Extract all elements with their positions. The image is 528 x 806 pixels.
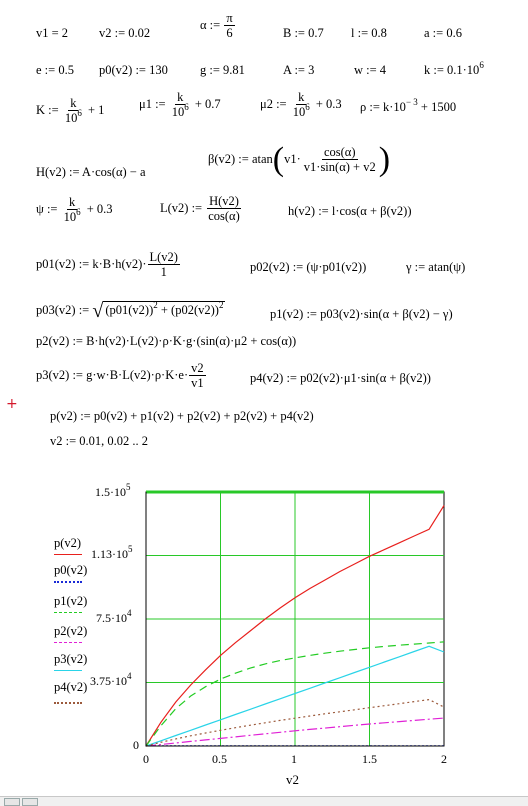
- def-p1[interactable]: p1(v2) := p03(v2)·sin(α + β(v2) − γ): [270, 307, 453, 321]
- def-range[interactable]: v2 := 0.01, 0.02 .. 2: [50, 434, 149, 448]
- p01-lhs: p01(v2) := k·B·h(v2)·: [36, 256, 147, 271]
- def-alpha[interactable]: [200, 12, 236, 40]
- psi-lhs: ψ :=: [36, 201, 58, 216]
- K-num: k: [70, 96, 77, 110]
- mu1-num: k: [177, 90, 184, 104]
- k-exp: 6: [479, 60, 484, 70]
- L-fraction: [206, 195, 242, 223]
- mu2-den: $10^6$: [292, 102, 310, 119]
- def-g[interactable]: g := 9.81: [200, 63, 245, 77]
- def-B[interactable]: B := 0.7: [283, 26, 324, 40]
- x-tick-label: 1: [291, 752, 297, 766]
- beta-den: v1·sin(α) + v2: [303, 160, 376, 174]
- mu1-den: $10^6$: [171, 102, 189, 119]
- def-H[interactable]: H(v2) := A·cos(α) − a: [36, 165, 146, 179]
- beta-pre: v1·: [284, 151, 301, 166]
- def-p0[interactable]: p0(v2) := 130: [99, 63, 168, 77]
- p03-lhs: p03(v2) :=: [36, 303, 90, 317]
- def-p03[interactable]: [36, 300, 225, 323]
- def-v2[interactable]: v2 := 0.02: [99, 26, 151, 40]
- def-L[interactable]: [160, 195, 243, 223]
- legend-line-p: [54, 554, 82, 555]
- def-p[interactable]: p(v2) := p0(v2) + p1(v2) + p2(v2) + p2(v2) + p4(v2): [50, 409, 314, 423]
- x-tick-label: 1.5: [362, 752, 377, 766]
- legend-line-p4: [54, 702, 82, 704]
- legend-p3: p3(v2): [54, 652, 88, 666]
- psi-num: k: [68, 195, 76, 209]
- L-lhs: L(v2) :=: [160, 200, 203, 215]
- legend-p4: p4(v2): [54, 680, 88, 694]
- y-tick-label: 0: [133, 738, 139, 752]
- rho-exp: − 3: [405, 97, 418, 107]
- k-lhs: k := 0.1·10: [424, 63, 480, 77]
- y-tick-label: $7.5\cdot 10^4$: [96, 608, 132, 625]
- def-mu2[interactable]: [260, 91, 342, 119]
- def-beta[interactable]: β(v2) := atan(v1· $\frac{\cos(\alpha)}{v1\cdot\sin(\alpha) + v2}$ ): [208, 141, 391, 178]
- def-k[interactable]: [424, 60, 484, 77]
- y-tick-label: $1.13\cdot 10^5$: [91, 544, 133, 561]
- def-w[interactable]: w := 4: [354, 63, 387, 77]
- p01-fraction: [148, 251, 180, 279]
- alpha-den: 6: [226, 26, 233, 40]
- def-psi[interactable]: [36, 196, 113, 224]
- def-p02[interactable]: p02(v2) := (ψ·p01(v2)): [250, 260, 367, 274]
- psi-rhs: + 0.3: [86, 201, 113, 216]
- def-h[interactable]: h(v2) := l·cos(α + β(v2)): [288, 204, 412, 218]
- mu1-fraction: [170, 91, 191, 119]
- def-l[interactable]: l := 0.8: [351, 26, 387, 40]
- legend-line-p1: [54, 612, 82, 613]
- y-tick-label: $1.5\cdot 10^5$: [95, 482, 131, 499]
- x-tick-label: 0.5: [212, 752, 227, 766]
- def-p3[interactable]: [36, 362, 207, 390]
- beta-fraction: [302, 146, 378, 174]
- def-mu1[interactable]: [139, 91, 221, 119]
- legend-line-p2: [54, 642, 82, 643]
- L-den: cos(α): [208, 209, 240, 223]
- x-axis-label: v2: [286, 772, 299, 787]
- def-e[interactable]: e := 0.5: [36, 63, 74, 77]
- alpha-lhs: α :=: [200, 17, 221, 32]
- L-num: H(v2): [209, 194, 239, 208]
- alpha-fraction: [224, 12, 234, 40]
- def-gamma[interactable]: γ := atan(ψ): [406, 260, 466, 274]
- legend-p: p(v2): [54, 536, 82, 550]
- beta-lhs: β(v2) := atan: [208, 151, 273, 166]
- def-K[interactable]: [36, 97, 104, 125]
- def-v1[interactable]: v1 = 2: [36, 26, 69, 40]
- p01-num: L(v2): [149, 250, 178, 264]
- legend-p1: p1(v2): [54, 594, 88, 608]
- def-a[interactable]: a := 0.6: [424, 26, 462, 40]
- def-A[interactable]: A := 3: [283, 63, 315, 77]
- p01-den: 1: [160, 265, 167, 279]
- beta-num: cos(α): [323, 145, 356, 159]
- p3-fraction: [189, 362, 206, 390]
- p3-den: v1: [191, 376, 204, 390]
- legend-p0: p0(v2): [54, 563, 88, 577]
- alpha-num: π: [226, 11, 233, 25]
- x-tick-label: 0: [143, 752, 149, 766]
- legend-line-p3: [54, 670, 82, 671]
- p3-lhs: p3(v2) := g·w·B·L(v2)·ρ·K·e·: [36, 367, 189, 382]
- def-p2[interactable]: p2(v2) := B·h(v2)·L(v2)·ρ·K·g·(sin(α)·μ2 + cos(α)): [36, 334, 297, 348]
- legend-line-p0: [54, 581, 82, 583]
- psi-den: $10^6$: [63, 207, 81, 224]
- sqrt-body: $(p01(v2))^2 + (p02(v2))^2$: [105, 300, 224, 317]
- def-rho[interactable]: [360, 97, 457, 114]
- y-tick-label: $3.75\cdot 10^4$: [90, 671, 132, 688]
- K-lhs: K :=: [36, 102, 59, 117]
- sqrt-sign: √: [92, 300, 104, 323]
- mu2-rhs: + 0.3: [315, 96, 342, 111]
- def-p01[interactable]: [36, 251, 181, 279]
- rho-lhs: ρ := k·10: [360, 100, 406, 114]
- mu2-num: k: [298, 90, 305, 104]
- x-tick-label: 2: [441, 752, 447, 766]
- K-fraction: [63, 97, 84, 125]
- p3-num: v2: [191, 361, 204, 375]
- crosshair-cursor-icon: +: [6, 396, 18, 412]
- psi-fraction: [62, 196, 83, 224]
- mu2-fraction: [291, 91, 312, 119]
- mu1-lhs: μ1 :=: [139, 96, 166, 111]
- legend-p2: p2(v2): [54, 624, 88, 638]
- mu1-rhs: + 0.7: [194, 96, 221, 111]
- K-rhs: + 1: [87, 102, 105, 117]
- rho-rhs: + 1500: [420, 100, 457, 114]
- def-p4[interactable]: p4(v2) := p02(v2)·μ1·sin(α + β(v2)): [250, 371, 431, 385]
- mu2-lhs: μ2 :=: [260, 96, 287, 111]
- chart-region[interactable]: [0, 480, 528, 796]
- K-den: $10^6$: [64, 108, 82, 125]
